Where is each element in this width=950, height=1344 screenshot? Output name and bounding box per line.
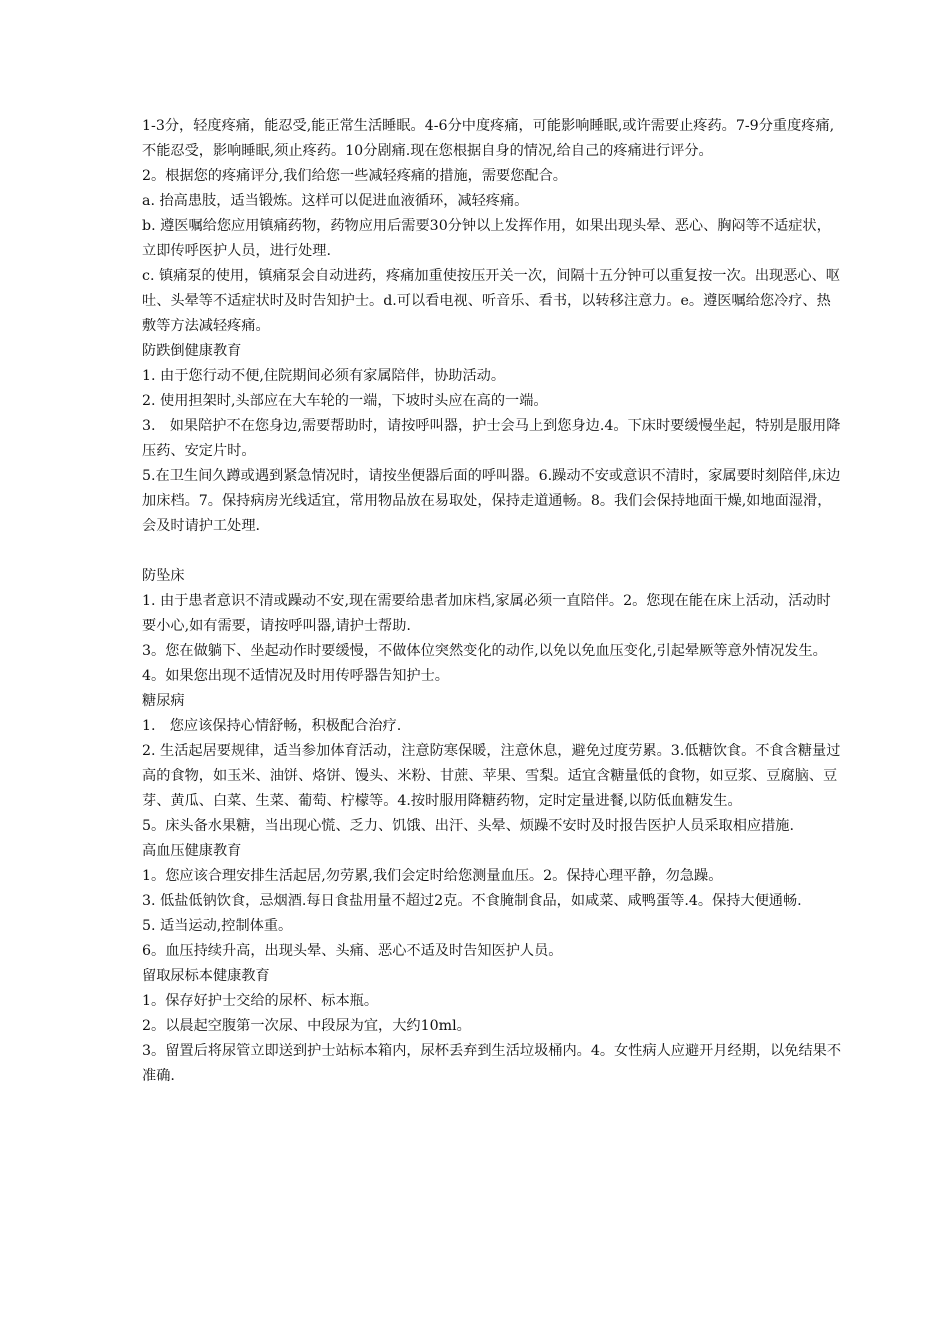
hypertension-item-6: 6。血压持续升高，出现头晕、头痛、恶心不适及时告知医护人员。 xyxy=(142,943,563,959)
fall-prevention-heading: 防跌倒健康教育 xyxy=(142,343,242,359)
diabetes-heading: 糖尿病 xyxy=(142,693,185,709)
bed-item-3: 3。您在做躺下、坐起动作时要缓慢，不做体位突然变化的动作,以免以免血压变化,引起晕厥等意外情况发生。 xyxy=(142,643,827,659)
fall-item-3: 3. 如果陪护不在您身边,需要帮助时，请按呼叫器，护士会马上到您身边.4。下床时要缓慢坐起，特别是服用降压药、安定片时。 xyxy=(142,418,841,459)
diabetes-item-1: 1. 您应该保持心情舒畅，积极配合治疗. xyxy=(142,718,402,734)
diabetes-item-5: 5。床头备水果糖，当出现心慌、乏力、饥饿、出汗、头晕、烦躁不安时及时报告医护人员采取相应措施. xyxy=(142,818,794,834)
pain-measure-a: a. 抬高患肢，适当锻炼。这样可以促进血液循环，减轻疼痛。 xyxy=(142,193,529,209)
hypertension-item-3: 3. 低盐低钠饮食，忌烟酒.每日食盐用量不超过2克。不食腌制食品，如咸菜、咸鸭蛋等.4。保持大便通畅. xyxy=(142,893,802,909)
bed-item-1: 1. 由于患者意识不清或躁动不安,现在需要给患者加床档,家属必须一直陪伴。2。您现在能在床上活动，活动时要小心,如有需要，请按呼叫器,请护士帮助. xyxy=(142,593,831,634)
diabetes-item-2: 2. 生活起居要规律，适当参加体育活动，注意防寒保暖，注意休息，避免过度劳累。3.低糖饮食。不食含糖量过高的食物，如玉米、油饼、烙饼、馒头、米粉、甘蔗、苹果、雪梨。适宜含糖量低的食物，如豆浆、豆腐脑、豆芽、黄瓜、白菜、生菜、葡萄、柠檬等。4.按时服用降糖药物，定时定量进餐,以防低血糖发生。 xyxy=(142,743,841,809)
hypertension-item-1: 1。您应该合理安排生活起居,勿劳累,我们会定时给您测量血压。2。保持心理平静，勿急躁。 xyxy=(142,868,723,884)
hypertension-heading: 高血压健康教育 xyxy=(142,843,242,859)
urine-item-1: 1。保存好护士交给的尿杯、标本瓶。 xyxy=(142,993,379,1009)
hypertension-item-5: 5. 适当运动,控制体重。 xyxy=(142,918,293,934)
bed-fall-heading: 防坠床 xyxy=(142,568,185,584)
pain-scale-paragraph: 1-3分，轻度疼痛，能忍受,能正常生活睡眠。4-6分中度疼痛，可能影响睡眠,或许需要止疼药。7-9分重度疼痛,不能忍受，影响睡眠,须止疼药。10分剧痛.现在您根据自身的情况,给自己的疼痛进行评分。 xyxy=(142,118,835,159)
urine-item-3: 3。留置后将尿管立即送到护士站标本箱内，尿杯丢弃到生活垃圾桶内。4。女性病人应避开月经期，以免结果不准确. xyxy=(142,1043,842,1084)
fall-item-1: 1. 由于您行动不便,住院期间必须有家属陪伴，协助活动。 xyxy=(142,368,506,384)
pain-measure-c: c. 镇痛泵的使用，镇痛泵会自动进药，疼痛加重使按压开关一次，间隔十五分钟可以重复按一次。出现恶心、呕吐、头晕等不适症状时及时告知护士。d.可以看电视、听音乐、看书，以转移注意力。e。遵医嘱给您冷疗、热敷等方法减轻疼痛。 xyxy=(142,268,840,334)
pain-measure-b: b. 遵医嘱给您应用镇痛药物，药物应用后需要30分钟以上发挥作用，如果出现头晕、恶心、胸闷等不适症状，立即传呼医护人员，进行处理. xyxy=(142,218,831,259)
blank-line xyxy=(142,539,842,564)
document-body xyxy=(142,114,842,1089)
fall-item-2: 2. 使用担架时,头部应在大车轮的一端，下坡时头应在高的一端。 xyxy=(142,393,548,409)
pain-measures-intro: 2。根据您的疼痛评分,我们给您一些减轻疼痛的措施，需要您配合。 xyxy=(142,168,567,184)
urine-item-2: 2。以晨起空腹第一次尿、中段尿为宜，大约10ml。 xyxy=(142,1018,471,1034)
urine-sample-heading: 留取尿标本健康教育 xyxy=(142,968,270,984)
bed-item-4: 4。如果您出现不适情况及时用传呼器告知护士。 xyxy=(142,668,449,684)
fall-item-5: 5.在卫生间久蹲或遇到紧急情况时，请按坐便器后面的呼叫器。6.躁动不安或意识不清时，家属要时刻陪伴,床边加床档。7。保持病房光线适宜，常用物品放在易取处，保持走道通畅。8。我们会保持地面干燥,如地面湿滑，会及时请护工处理. xyxy=(142,468,841,534)
